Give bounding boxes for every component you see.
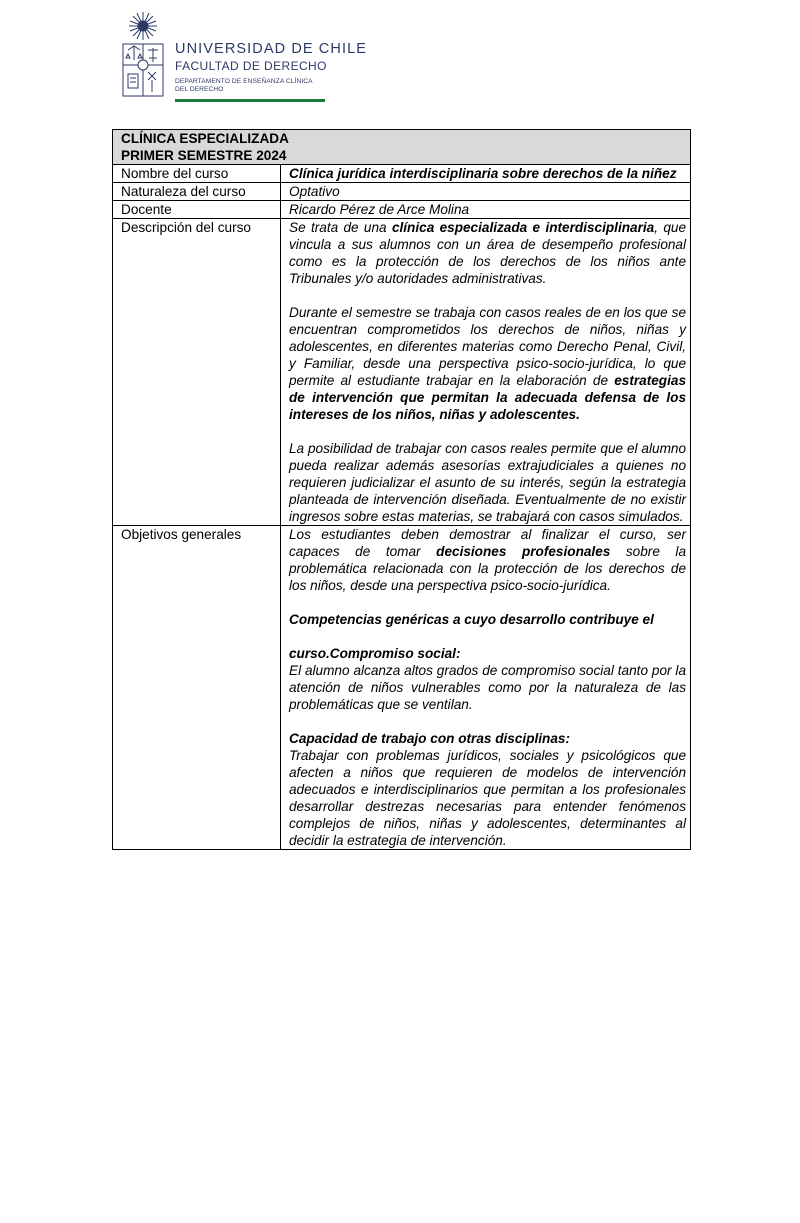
objectives-label: Objetivos generales (113, 526, 281, 850)
description-p2-text-a: Durante el semestre se trabaja con casos reales de en los que se encuentran comprometidos los derechos de niños, niñas y adolescentes, en diferentes materias como Derecho Penal, Civil, y Familiar, desde una perspectiva psico-socio-jurídica, lo que permite al estudiante trabajar en la elaboración de (289, 305, 687, 388)
university-name: UNIVERSIDAD DE CHILE (175, 41, 368, 57)
description-paragraph-3: La posibilidad de trabajar con casos reales permite que el alumno pueda realizar además asesorías extrajudiciales a quienes no requieren judicializar el asunto de su interés, según la estrategia planteada de intervención diseñada. Eventualmente de no existir ingresos sobre estas materias, se trabajará con casos simulados. (289, 441, 687, 524)
capacity-block (289, 730, 686, 849)
competencies-heading-text: Competencias genéricas a cuyo desarrollo contribuye el (289, 612, 654, 627)
course-name-label: Nombre del curso (113, 165, 281, 183)
teacher-label: Docente (113, 201, 281, 219)
table-heading (113, 130, 691, 165)
table-row (113, 183, 691, 201)
objectives-p1-text-c: sobre la problemática relacionada con la protección de los derechos de los niños, desde una perspectiva psico-socio-jurídica. (289, 544, 687, 593)
description-p1-text-c: , que vincula a sus alumnos con un área de desempeño profesional como es la protección de los derechos de los niños ante Tribunales y/o autoridades administrativas. (289, 220, 687, 286)
description-p1-bold: clínica especializada e interdisciplinaria (391, 220, 655, 235)
header-divider (175, 99, 325, 102)
competencies-heading (289, 611, 686, 628)
description-p2-bold: estrategias de intervención que permitan la adecuada defensa de los intereses de los niños, niñas y adolescentes. (289, 373, 687, 422)
description-p1-text-a: Se trata de una (289, 220, 392, 235)
description-paragraph-1 (289, 219, 686, 287)
objectives-value (281, 526, 691, 850)
course-table (112, 129, 691, 850)
heading-line-2: PRIMER SEMESTRE 2024 (121, 148, 287, 163)
social-commitment-block (289, 645, 686, 713)
nature-label: Naturaleza del curso (113, 183, 281, 201)
university-header (120, 10, 368, 100)
table-row (113, 219, 691, 526)
description-label: Descripción del curso (113, 219, 281, 526)
university-seal-icon (120, 10, 166, 98)
social-heading: curso.Compromiso social: (289, 646, 461, 661)
objectives-p1-text-a: Los estudiantes deben demostrar al finalizar el curso, ser capaces de tomar (289, 527, 687, 559)
teacher-value: Ricardo Pérez de Arce Molina (281, 201, 691, 219)
social-text: El alumno alcanza altos grados de compromiso social tanto por la atención de niños vulnerables como por la naturaleza de las problemáticas que se ventilan. (289, 663, 687, 712)
description-value (281, 219, 691, 526)
department-line-1: DEPARTAMENTO DE ENSEÑANZA CLÍNICA (175, 78, 313, 85)
table-row (113, 165, 691, 183)
capacity-text: Trabajar con problemas jurídicos, sociales y psicológicos que afecten a niños que requieren de modelos de intervención adecuados e interdisciplinarios que permitan a los profesionales desarrollar destrezas necesarias para entender fenómenos complejos de niños, niñas y adolescentes, determinantes al decidir la estrategia de intervención. (289, 748, 687, 848)
course-name-value (281, 165, 691, 183)
capacity-heading: Capacidad de trabajo con otras disciplinas: (289, 731, 571, 746)
heading-line-1: CLÍNICA ESPECIALIZADA (121, 131, 289, 146)
faculty-name: FACULTAD DE DERECHO (175, 59, 327, 73)
nature-value: Optativo (281, 183, 691, 201)
objectives-paragraph-1 (289, 526, 686, 594)
department-line-2: DEL DERECHO (175, 85, 224, 93)
table-row (113, 526, 691, 850)
table-heading-row (113, 130, 691, 165)
description-paragraph-2 (289, 304, 686, 423)
table-row (113, 201, 691, 219)
objectives-p1-bold: decisiones profesionales (436, 544, 611, 559)
course-name-text: Clínica jurídica interdisciplinaria sobre derechos de la niñez (289, 166, 677, 181)
department-name (175, 78, 313, 93)
